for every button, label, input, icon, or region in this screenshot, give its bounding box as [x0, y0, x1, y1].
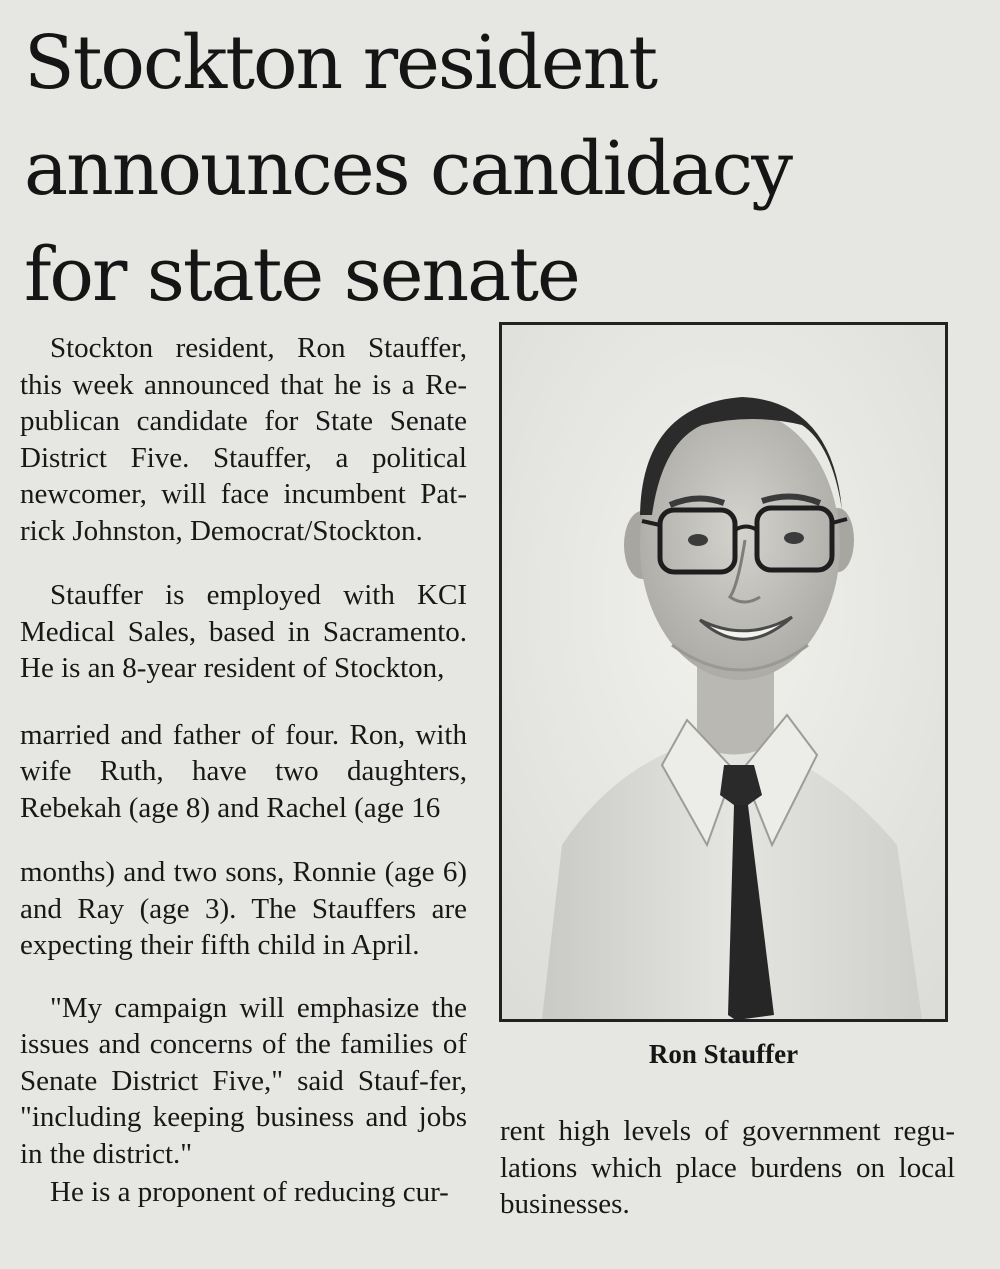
paragraph-campaign-quote: "My campaign will emphasize the issues and concerns of the families of Senate District Five," said Stauf-fer, "including keeping business and jobs in the district.": [20, 991, 467, 1170]
paragraph-announcement: Stockton resident, Ron Stauffer, this week announced that he is a Re-publican candidate for State Senate District Five. Stauffer, a political newcomer, will face incumbent Pat-rick Johnston, Democrat/Stockton.: [20, 332, 467, 547]
headline-line-3: for state senate: [24, 232, 579, 318]
paragraph-regulations: rent high levels of government regu-lations which place burdens on local businesses.: [500, 1115, 955, 1220]
paragraph-family: married and father of four. Ron, with wife Ruth, have two daughters, Rebekah (age 8) and Rachel (age 16: [20, 718, 467, 824]
article-column-right: [500, 1113, 955, 1223]
paragraph-employment: Stauffer is employed with KCI Medical Sales, based in Sacramento. He is an 8-year resident of Stockton,: [20, 579, 467, 684]
headline: [24, 10, 964, 328]
paragraph-children: months) and two sons, Ronnie (age 6) and Ray (age 3). The Stauffers are expecting their fifth child in April.: [20, 856, 467, 961]
article-column-left: [20, 330, 467, 1211]
portrait-photo-icon: [502, 325, 945, 1019]
headline-line-1: Stockton resident: [24, 20, 657, 106]
photo-caption: Ron Stauffer: [648, 1039, 799, 1069]
paragraph-proponent: He is a proponent of reducing cur-: [50, 1176, 449, 1208]
portrait-photo: [499, 322, 948, 1022]
headline-line-2: announces candidacy: [24, 126, 792, 212]
